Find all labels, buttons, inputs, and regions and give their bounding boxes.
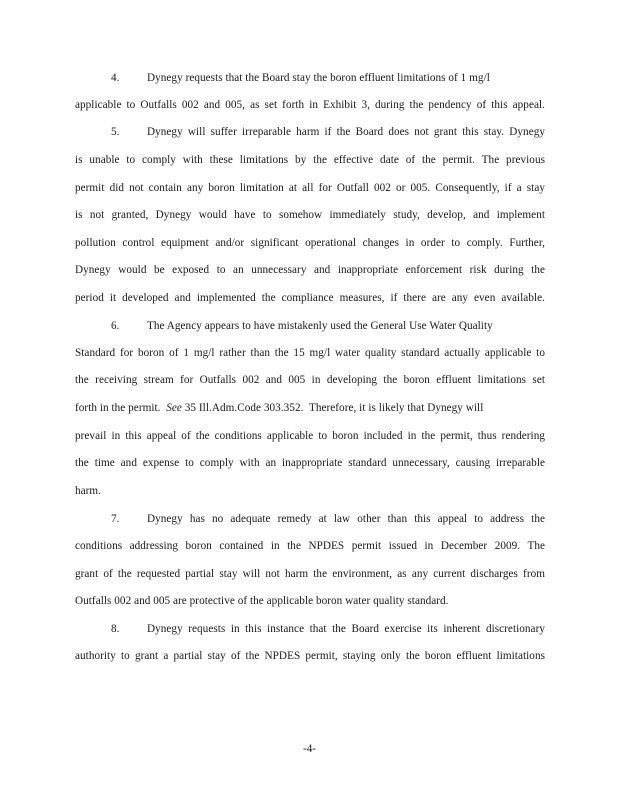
paragraph-4-first-line [75, 70, 545, 86]
paragraph-8-first-line [75, 621, 545, 637]
paragraph-number: 7. [111, 513, 120, 525]
text-line: Dynegy requests that the Board stay the boron effluent limitations of 1 mg/l [147, 72, 490, 84]
text-line: prevail in this appeal of the conditions applicable to boron included in the permit, thus rendering [75, 430, 545, 442]
paragraph-number: 6. [111, 320, 120, 332]
text-segment: forth in the permit. [75, 402, 161, 414]
page-number: -4- [302, 743, 317, 755]
text-line-with-citation [75, 400, 545, 416]
text-line: Standard for boron of 1 mg/l rather than the 15 mg/l water quality standard actually applicable to [75, 347, 545, 359]
citation: 35 Ill.Adm.Code 303.352. [184, 402, 304, 414]
text-line: harm. [75, 485, 102, 497]
citation-signal: See [166, 402, 182, 414]
paragraph-number: 5. [111, 126, 120, 138]
text-line: permit did not contain any boron limitation at all for Outfall 002 or 005. Consequently, if a stay [75, 182, 545, 194]
text-line: Dynegy has no adequate remedy at law other than this appeal to address the [147, 513, 545, 525]
text-line: conditions addressing boron contained in the NPDES permit issued in December 2009. The [75, 540, 545, 552]
text-line: Dynegy requests in this instance that the Board exercise its inherent discretionary [147, 623, 545, 635]
text-line: the time and expense to comply with an inappropriate standard unnecessary, causing irreparable [75, 457, 545, 469]
text-line: grant of the requested partial stay will not harm the environment, as any current discharges from [75, 568, 545, 580]
text-line: is not granted, Dynegy would have to somehow immediately study, develop, and implement [75, 209, 545, 221]
text-line: is unable to comply with these limitations by the effective date of the permit. The previous [75, 154, 545, 166]
text-line: the receiving stream for Outfalls 002 and 005 in developing the boron effluent limitations set [75, 374, 545, 386]
text-line: The Agency appears to have mistakenly used the General Use Water Quality [147, 320, 493, 332]
text-line: Dynegy will suffer irreparable harm if the Board does not grant this stay. Dynegy [147, 126, 545, 138]
text-line: Outfalls 002 and 005 are protective of the applicable boron water quality standard. [75, 595, 449, 607]
text-line: pollution control equipment and/or significant operational changes in order to comply. Further, [75, 237, 545, 249]
paragraph-6-first-line [75, 318, 545, 334]
text-line: Dynegy would be exposed to an unnecessary and inappropriate enforcement risk during the [75, 264, 545, 276]
paragraph-number: 8. [111, 623, 120, 635]
paragraph-5-first-line [75, 124, 545, 140]
text-segment: Therefore, it is likely that Dynegy will [308, 402, 484, 414]
text-line: period it developed and implemented the compliance measures, if there are any even available. [75, 292, 545, 304]
paragraph-number: 4. [111, 72, 120, 84]
text-line: authority to grant a partial stay of the NPDES permit, staying only the boron effluent limitations [75, 650, 545, 662]
text-line: applicable to Outfalls 002 and 005, as set forth in Exhibit 3, during the pendency of this appeal. [75, 99, 545, 111]
paragraph-7-first-line [75, 511, 545, 527]
